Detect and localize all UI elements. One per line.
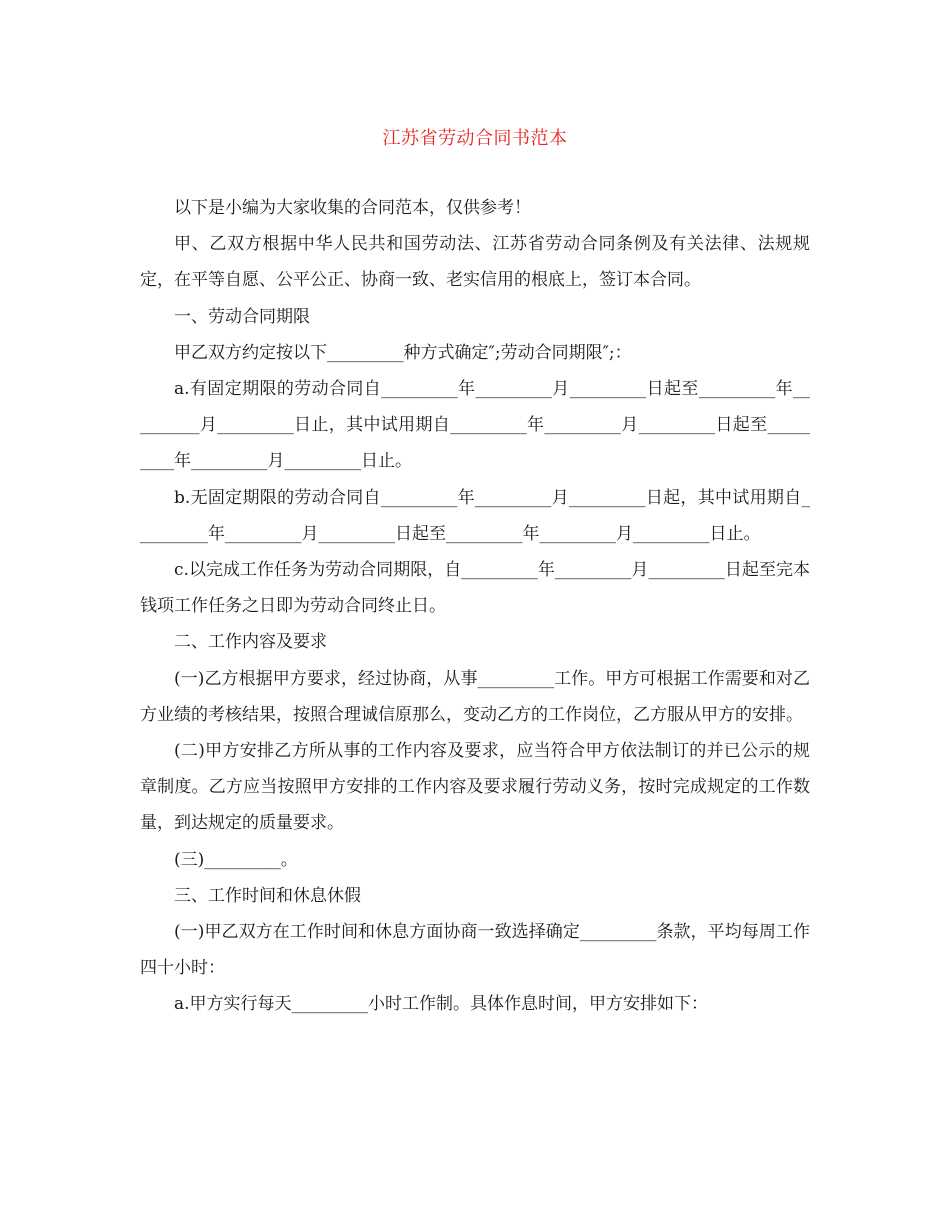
preamble-paragraph: 甲、乙双方根据中华人民共和国劳动法、江苏省劳动合同条例及有关法律、法规规定，在平等自愿、公平公正、协商一致、老实信用的根底上，签订本合同。 xyxy=(140,234,810,291)
work-content-item-1: (一)乙方根据甲方要求，经过协商，从事_________工作。甲方可根据工作需要和对乙方业绩的考核结果，按照合理诚信原那么，变动乙方的工作岗位，乙方服从甲方的安排。 xyxy=(140,668,810,725)
work-content-item-3: (三)_________。 xyxy=(174,849,298,870)
work-content-item-2: (二)甲方安排乙方所从事的工作内容及要求，应当符合甲方依法制订的并已公示的规章制度。乙方应当按照甲方安排的工作内容及要求履行劳动义务，按时完成规定的工作数量，到达规定的质量要求。 xyxy=(140,741,810,834)
working-hours-item-1: (一)甲乙双方在工作时间和休息方面协商一致选择确定_________条款，平均每周工作四十小时： xyxy=(140,922,810,979)
section-heading-work-content: 二、工作内容及要求 xyxy=(174,632,327,653)
section-heading-term: 一、劳动合同期限 xyxy=(174,306,310,327)
term-method-paragraph: 甲乙双方约定按以下_________种方式确定″;劳动合同期限″;： xyxy=(174,342,632,363)
clause-a-fixed-term: a.有固定期限的劳动合同自_________年_________月_________日起至_________年_________月_________日止，其中试用期自_________年_________月_________日起至_________年_________月_________日止。 xyxy=(140,379,810,472)
intro-paragraph: 以下是小编为大家收集的合同范本，仅供参考！ xyxy=(174,198,531,218)
document-body xyxy=(140,190,810,1023)
clause-b-open-term: b.无固定期限的劳动合同自_________年_________月_________日起，其中试用期自_________年_________月_________日起至_________年_________月_________日止。 xyxy=(140,487,810,544)
document-title: 江苏省劳动合同书范本 xyxy=(382,128,568,149)
section-heading-working-hours: 三、工作时间和休息休假 xyxy=(174,885,361,906)
clause-c-task-term: c.以完成工作任务为劳动合同期限，自_________年_________月_________日起至完本钱项工作任务之日即为劳动合同终止日。 xyxy=(140,560,810,617)
working-hours-clause-a: a.甲方实行每天_________小时工作制。具体作息时间，甲方安排如下： xyxy=(174,994,709,1015)
